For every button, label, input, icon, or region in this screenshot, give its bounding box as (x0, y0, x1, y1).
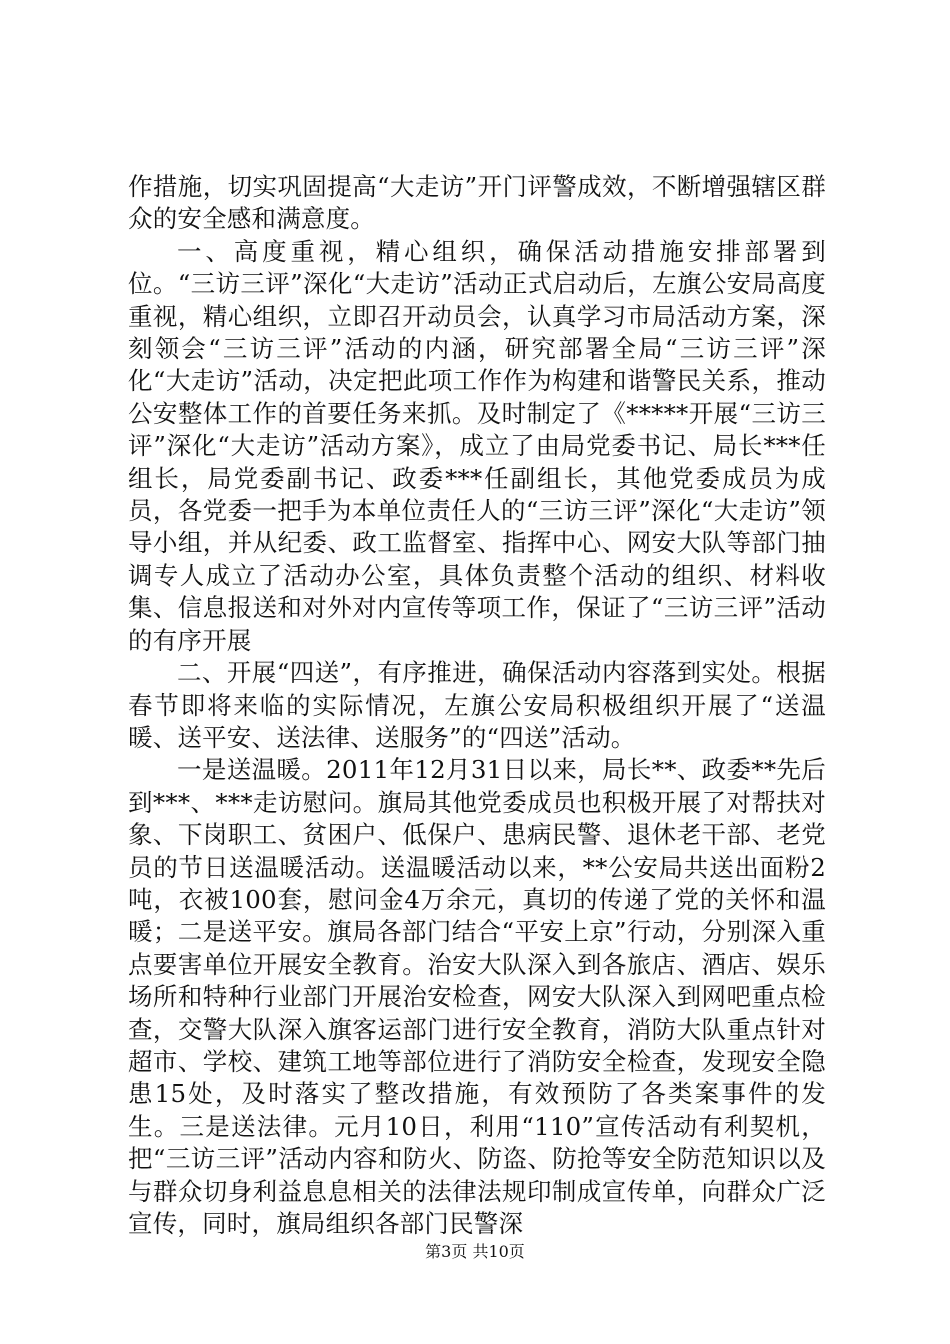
paragraph-continuation: 作措施，切实巩固提高“大走访”开门评警成效，不断增强辖区群众的安全感和满意度。 (128, 172, 826, 234)
page-number-footer: 第3页 共10页 (425, 1242, 525, 1261)
document-body (128, 171, 826, 1240)
paragraph-section-one: 一、高度重视，精心组织，确保活动措施安排部署到位。“三访三评”深化“大走访”活动正式启动后，左旗公安局高度重视，精心组织，立即召开动员会，认真学习市局活动方案，深刻领会“三访三评”活动的内涵，研究部署全局“三访三评”深化“大走访”活动，决定把此项工作作为构建和谐警民关系，推动公安整体工作的首要任务来抓。及时制定了《*****开展“三访三评”深化“大走访”活动方案》，成立了由局党委书记、局长***任组长，局党委副书记、政委***任副组长，其他党委成员为成员，各党委一把手为本单位责任人的“三访三评”深化“大走访”领导小组，并从纪委、政工监督室、指挥中心、网安大队等部门抽调专人成立了活动办公室，具体负责整个活动的组织、材料收集、信息报送和对外对内宣传等项工作，保证了“三访三评”活动的有序开展 (128, 236, 826, 655)
paragraph-four-sends-detail: 一是送温暖。2011年12月31日以来，局长**、政委**先后到***、***走访慰问。旗局其他党委成员也积极开展了对帮扶对象、下岗职工、贫困户、低保户、患病民警、退休老干部、老党员的节日送温暖活动。送温暖活动以来，**公安局共送出面粉2吨，衣被100套，慰问金4万余元，真切的传递了党的关怀和温暖；二是送平安。旗局各部门结合“平安上京”行动，分别深入重点要害单位开展安全教育。治安大队深入到各旅店、酒店、娱乐场所和特种行业部门开展治安检查，网安大队深入到网吧重点检查，交警大队深入旗客运部门进行安全教育，消防大队重点针对超市、学校、建筑工地等部位进行了消防安全检查，发现安全隐患15处，及时落实了整改措施，有效预防了各类案事件的发生。三是送法律。元月10日，利用“110”宣传活动有利契机，把“三访三评”活动内容和防火、防盗、防抢等安全防范知识以及与群众切身利益息息相关的法律法规印制成宣传单，向群众广泛宣传，同时，旗局组织各部门民警深 (128, 755, 826, 1238)
paragraph-section-two: 二、开展“四送”，有序推进，确保活动内容落到实处。根据春节即将来临的实际情况，左旗公安局积极组织开展了“送温暖、送平安、送法律、送服务”的“四送”活动。 (128, 658, 826, 752)
